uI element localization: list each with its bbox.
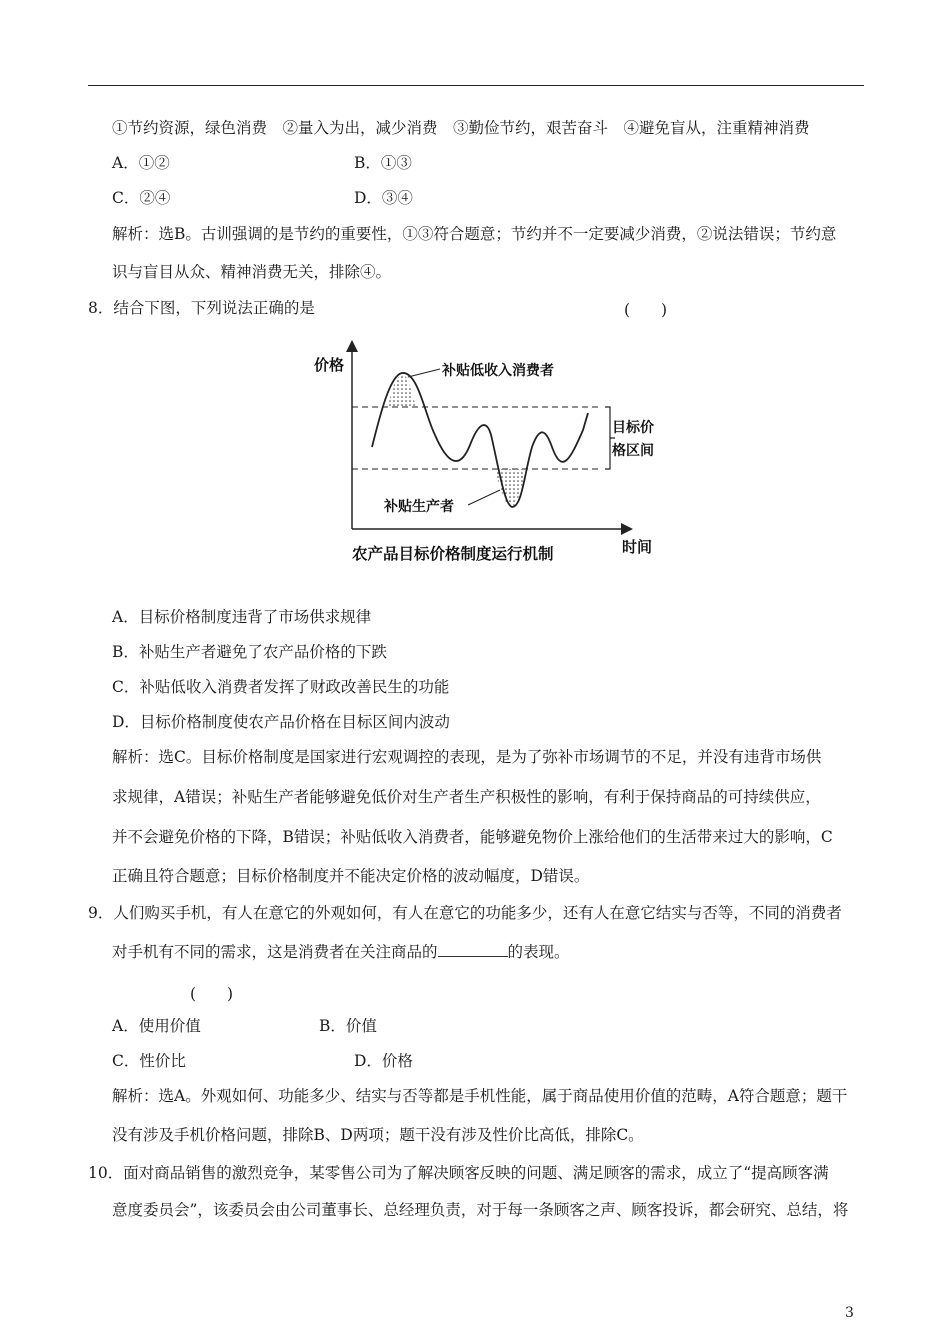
q9-option-d: D．价格: [354, 1052, 413, 1070]
q9-stem-text: 对手机有不同的需求，这是消费者在关注商品的: [112, 943, 438, 961]
q10-stem-line-1: 10．面对商品销售的激烈竞争，某零售公司为了解决顾客反映的问题、满足顾客的需求，成立了“提高顾客满: [88, 1164, 829, 1182]
x-axis-label: 时间: [622, 538, 653, 556]
q7-analysis-line-1: 解析：选B。古训强调的是节约的重要性，①③符合题意；节约并不一定要减少消费，②说法错误；节约意: [112, 225, 837, 243]
q7-option-b: B．①③: [354, 154, 412, 172]
bottom-annotation: 补贴生产者: [384, 499, 454, 515]
page-number: 3: [845, 1305, 854, 1321]
top-leader: [408, 369, 440, 377]
q8-analysis-line-2: 求规律，A错误；补贴生产者能够避免低价对生产者生产积极性的影响，有利于保持商品的可持续供应，: [112, 788, 821, 806]
q10-stem-line-2: 意度委员会”，该委员会由公司董事长、总经理负责，对于每一条顾客之声、顾客投诉，都会研究、总结，将: [112, 1201, 849, 1219]
q8-answer-paren: ( ): [624, 301, 668, 319]
q9-analysis-line-1: 解析：选A。外观如何、功能多少、结实与否等都是手机性能，属于商品使用价值的范畴，A符合题意；题干: [112, 1087, 848, 1105]
q9-stem-line-1: 9．人们购买手机，有人在意它的外观如何，有人在意它的功能多少，还有人在意它结实与否等，不同的消费者: [88, 904, 842, 922]
q8-analysis-line-4: 正确且符合题意；目标价格制度并不能决定价格的波动幅度，D错误。: [112, 867, 590, 885]
range-label-line-1: 目标价: [612, 420, 654, 436]
q9-blank: [438, 942, 508, 957]
q9-analysis-line-2: 没有涉及手机价格问题，排除B、D两项；题干没有涉及性价比高低，排除C。: [112, 1126, 644, 1144]
target-price-figure: [300, 335, 680, 575]
q7-option-a: A．①②: [112, 154, 170, 172]
q9-option-c: C．性价比: [112, 1052, 186, 1070]
header-rule: [88, 85, 864, 86]
q7-analysis-line-2: 识与盲目从众、精神消费无关，排除④。: [112, 263, 392, 281]
q7-option-d: D．③④: [354, 189, 413, 207]
q9-option-b: B．价值: [319, 1017, 377, 1035]
figure-caption: 农产品目标价格制度运行机制: [352, 545, 554, 563]
q8-stem: 8．结合下图，下列说法正确的是: [88, 299, 315, 317]
range-label-line-2: 格区间: [612, 443, 654, 459]
q7-option-c: C．②④: [112, 189, 171, 207]
q8-analysis-line-1: 解析：选C。目标价格制度是国家进行宏观调控的表现，是为了弥补市场调节的不足，并没有违背市场供: [112, 748, 822, 766]
target-range-bracket: [605, 407, 615, 469]
q9-answer-paren: ( ): [190, 985, 234, 1003]
q8-option-d: D．目标价格制度使农产品价格在目标区间内波动: [112, 713, 450, 731]
q8-option-b: B．补贴生产者避免了农产品价格的下跌: [112, 643, 387, 661]
q8-option-a: A．目标价格制度违背了市场供求规律: [112, 608, 372, 626]
q9-stem-line-2: [112, 942, 570, 962]
q8-analysis-line-3: 并不会避免价格的下降，B错误；补贴低收入消费者，能够避免物价上涨给他们的生活带来过大的影响，C: [112, 828, 833, 846]
q8-option-c: C．补贴低收入消费者发挥了财政改善民生的功能: [112, 678, 450, 696]
q7-statements: ①节约资源，绿色消费 ②量入为出，减少消费 ③勤俭节约，艰苦奋斗 ④避免盲从，注重精神消费: [112, 119, 810, 137]
q9-stem-end: 的表现。: [507, 943, 570, 961]
y-axis-label: 价格: [314, 356, 345, 374]
top-annotation: 补贴低收入消费者: [442, 363, 554, 379]
bottom-leader: [468, 490, 500, 505]
q9-option-a: A．使用价值: [112, 1017, 201, 1035]
